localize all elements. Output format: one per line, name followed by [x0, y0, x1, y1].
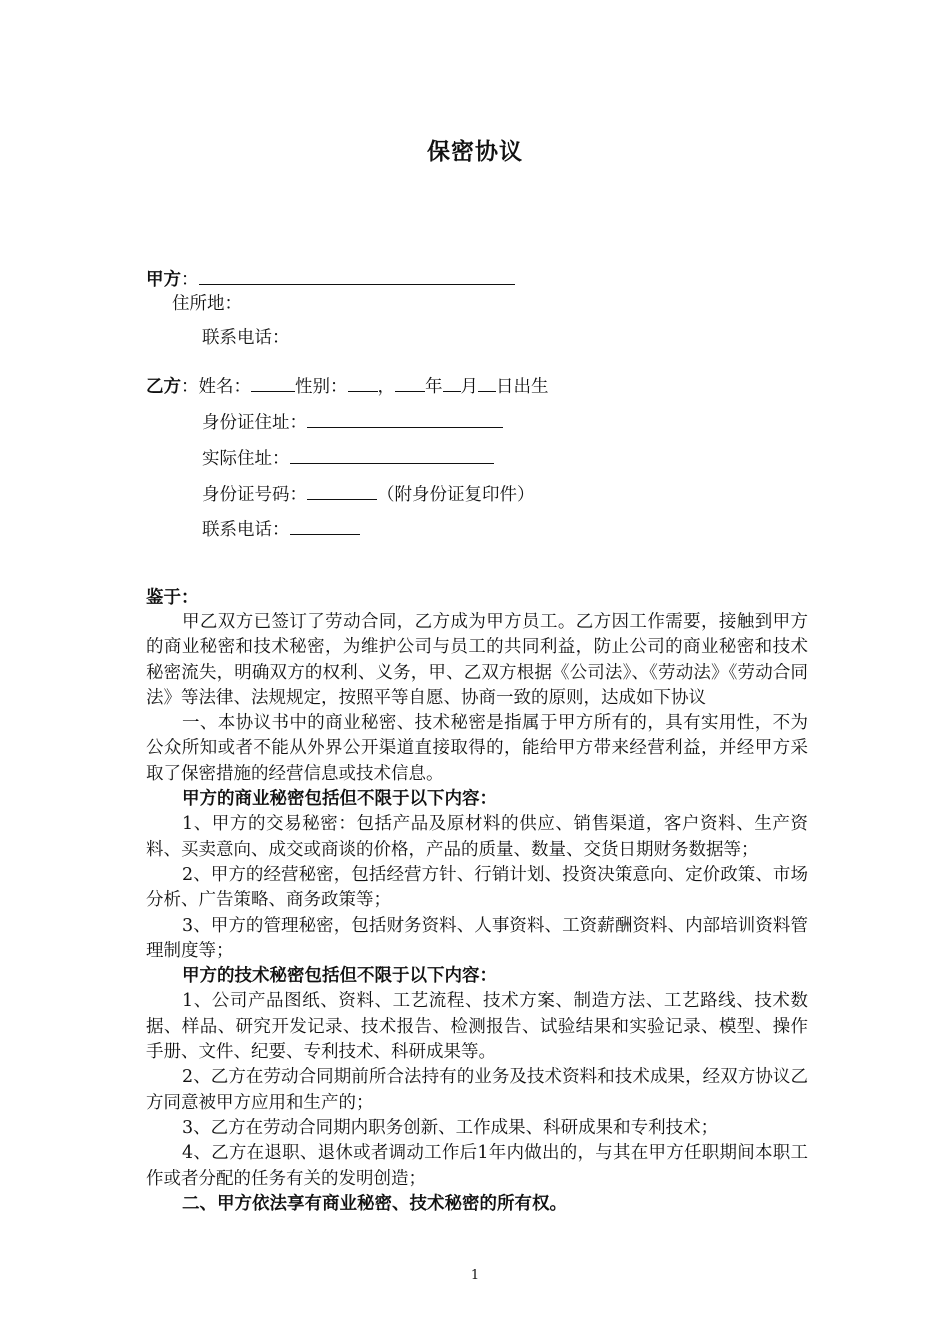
body-paragraph: 2、乙方在劳动合同期前所合法持有的业务及技术资料和技术成果，经双方协议乙方同意被甲方应用和生产的；	[146, 1067, 808, 1113]
party-b-phone-label: 联系电话：	[202, 520, 290, 540]
actual-address-label: 实际住址：	[202, 449, 290, 469]
birth-label: 日出生	[496, 377, 549, 397]
body-paragraph: 1、甲方的交易秘密：包括产品及原材料的供应、销售渠道，客户资料、生产资料、买卖意向、成交或商谈的价格，产品的质量、数量、交货日期财务数据等；	[146, 814, 808, 860]
party-a-phone: 联系电话：	[202, 328, 290, 348]
comma: ，	[377, 377, 395, 397]
party-a-colon: ：	[181, 270, 199, 290]
body-paragraph: 3、甲方的管理秘密，包括财务资料、人事资料、工资薪酬资料、内部培训资料管理制度等；	[146, 915, 808, 961]
body-paragraph: 3、乙方在劳动合同期内职务创新、工作成果、科研成果和专利技术；	[182, 1117, 719, 1138]
party-b-row	[146, 372, 549, 399]
page-number: 1	[470, 1268, 480, 1283]
year-blank[interactable]	[395, 372, 425, 392]
month-label: 月	[460, 377, 478, 397]
id-address-blank[interactable]	[307, 408, 503, 428]
party-a-label: 甲方	[146, 270, 181, 290]
party-b-label: 乙方	[146, 377, 181, 397]
party-b-colon: ：	[181, 377, 199, 397]
party-a-address: 住所地：	[172, 294, 242, 314]
agreement-body	[146, 610, 808, 1217]
party-b-phone-blank[interactable]	[290, 515, 360, 535]
id-copy-note: （附身份证复印件）	[377, 485, 535, 505]
tech-secret-heading: 甲方的技术秘密包括但不限于以下内容：	[182, 966, 497, 987]
id-number-label: 身份证号码：	[202, 485, 307, 505]
body-paragraph: 1、公司产品图纸、资料、工艺流程、技术方案、制造方法、工艺路线、技术数据、样品、研究开发记录、技术报告、检测报告、试验结果和实验记录、模型、操作手册、文件、纪要、专利技术、科研成果等。	[146, 991, 808, 1063]
gender-label: 性别：	[295, 377, 348, 397]
day-blank[interactable]	[478, 372, 496, 392]
body-paragraph: 2、甲方的经营秘密，包括经营方针、行销计划、投资决策意向、定价政策、市场分析、广告策略、商务政策等；	[146, 864, 808, 911]
id-number-blank[interactable]	[307, 480, 377, 500]
actual-address-row	[202, 444, 494, 471]
clause-two-heading: 二、甲方依法享有商业秘密、技术秘密的所有权。	[182, 1193, 567, 1214]
body-paragraph: 甲乙双方已签订了劳动合同，乙方成为甲方员工。乙方因工作需要，接触到甲方的商业秘密和技术秘密，为维护公司与员工的共同利益，防止公司的商业秘密和技术秘密流失，明确双方的权利、义务，甲、乙双方根据《公司法》、《劳动法》《劳动合同法》等法律、法规规定，按照平等自愿、协商一致的原则，达成如下协议	[146, 612, 808, 708]
id-address-row	[202, 408, 503, 435]
body-paragraph: 4、乙方在退职、退休或者调动工作后1年内做出的，与其在甲方任职期间本职工作或者分配的任务有关的发明创造；	[146, 1143, 808, 1189]
gender-blank[interactable]	[348, 372, 378, 392]
year-label: 年	[425, 377, 443, 397]
whereas-heading: 鉴于：	[146, 588, 199, 608]
trade-secret-heading: 甲方的商业秘密包括但不限于以下内容：	[182, 789, 497, 810]
body-paragraph: 一、本协议书中的商业秘密、技术秘密是指属于甲方所有的，具有实用性，不为公众所知或者不能从外界公开渠道直接取得的，能给甲方带来经营利益，并经甲方采取了保密措施的经营信息或技术信息。	[146, 713, 808, 784]
party-a-blank[interactable]	[199, 265, 515, 285]
party-b-phone-row	[202, 515, 360, 542]
party-a-row	[146, 265, 515, 292]
month-blank[interactable]	[443, 372, 461, 392]
name-blank[interactable]	[251, 372, 295, 392]
id-number-row	[202, 480, 535, 507]
document-title: 保密协议	[427, 139, 523, 165]
id-address-label: 身份证住址：	[202, 413, 307, 433]
name-label: 姓名：	[198, 377, 251, 397]
actual-address-blank[interactable]	[290, 444, 494, 464]
